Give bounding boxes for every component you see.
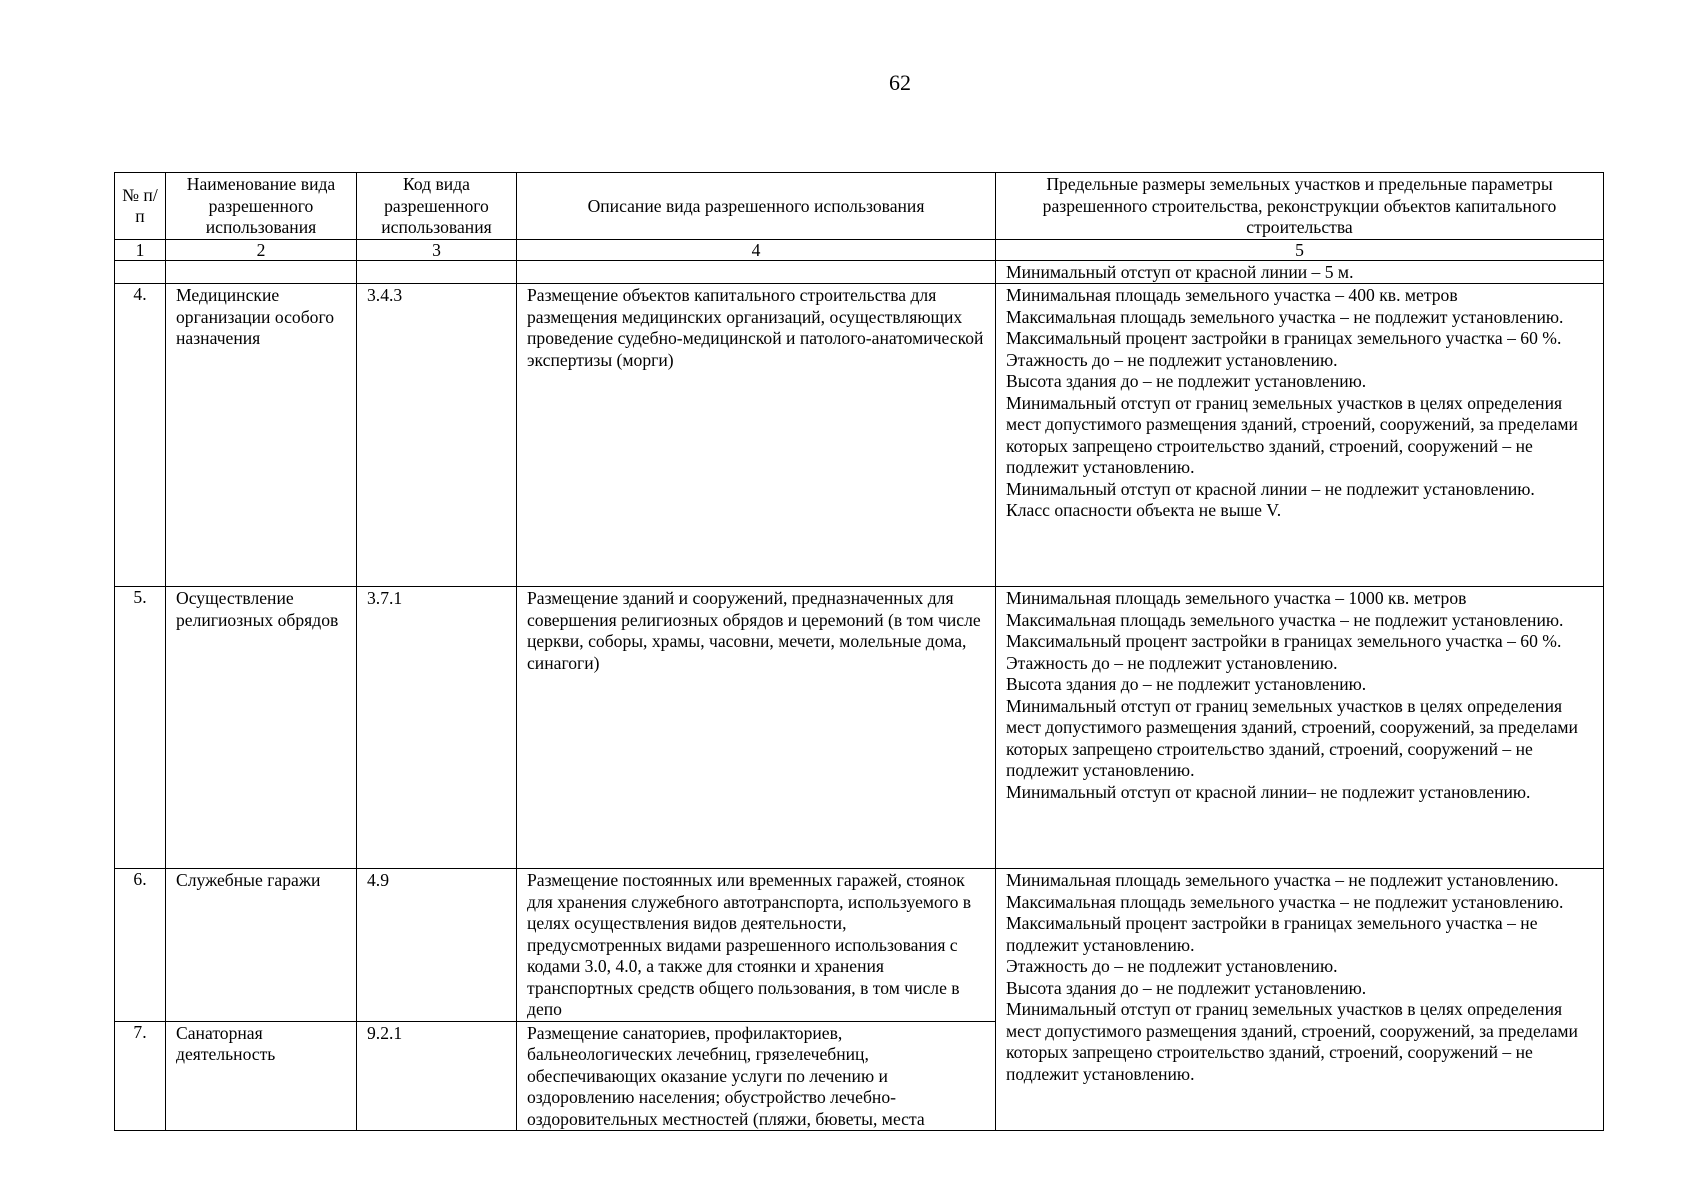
use-code: 9.2.1 bbox=[357, 1021, 517, 1131]
param-line: Минимальная площадь земельного участка – 1000 кв. метров bbox=[1006, 588, 1467, 608]
row-number: 7. bbox=[115, 1021, 166, 1131]
continuation-row bbox=[115, 260, 1604, 284]
param-line: Максимальная площадь земельного участка – не подлежит установлению. bbox=[1006, 609, 1564, 630]
param-line: Высота здания до – не подлежит установлению. bbox=[1006, 371, 1367, 391]
shared-params bbox=[996, 869, 1604, 1131]
use-description: Размещение постоянных или временных гаражей, стоянок для хранения служебного автотранспорта, используемого в целях осуществления видов деятельности, предусмотренных видами разрешенного использования с кодами 3.0, 4.0, а также для стоянки и хранения транспортных средств общего пользования, в том числе в депо bbox=[517, 869, 996, 1022]
table-row bbox=[115, 869, 1604, 1022]
param-line: Минимальный отступ от красной линии– не подлежит установлению. bbox=[1006, 781, 1531, 802]
use-code: 4.9 bbox=[357, 869, 517, 1022]
use-code: 3.7.1 bbox=[357, 587, 517, 869]
use-name: Санаторная деятельность bbox=[166, 1021, 357, 1131]
continuation-params: Минимальный отступ от красной линии – 5 м. bbox=[996, 260, 1604, 284]
table-row bbox=[115, 587, 1604, 869]
use-name: Служебные гаражи bbox=[166, 869, 357, 1022]
header-no: № п/п bbox=[115, 173, 166, 240]
use-name: Осуществление религиозных обрядов bbox=[166, 587, 357, 869]
param-line: Минимальная площадь земельного участка – не подлежит установлению. bbox=[1006, 870, 1559, 890]
use-description: Размещение санаториев, профилакториев, бальнеологических лечебниц, грязелечебниц, обеспечивающих оказание услуги по лечению и оздоровлению населения; обустройство лечебно-оздоровительных местностей (пляжи, бюветы, места bbox=[517, 1021, 996, 1131]
column-number: 1 bbox=[115, 239, 166, 260]
page-number: 62 bbox=[889, 70, 911, 95]
header-params: Предельные размеры земельных участков и предельные параметры разрешенного строительства, реконструкции объектов капитального строительства bbox=[996, 173, 1604, 240]
param-line: Максимальный процент застройки в границах земельного участка – 60 %. bbox=[1006, 631, 1562, 651]
param-line: Максимальная площадь земельного участка – не подлежит установлению. bbox=[1006, 891, 1564, 912]
use-name: Медицинские организации особого назначения bbox=[166, 284, 357, 587]
param-line: Минимальный отступ от границ земельных участков в целях определения мест допустимого размещения зданий, строений, сооружений, за пределами которых запрещено строительство зданий, строений, сооружений – не подлежит установлению. bbox=[1006, 999, 1578, 1084]
header-name: Наименование вида разрешенного использования bbox=[166, 173, 357, 240]
param-line: Высота здания до – не подлежит установлению. bbox=[1006, 977, 1367, 998]
column-number: 3 bbox=[357, 239, 517, 260]
land-use-table bbox=[114, 172, 1604, 1131]
param-line: Максимальный процент застройки в границах земельного участка – 60 %. bbox=[1006, 328, 1562, 348]
header-code: Код вида разрешенного использования bbox=[357, 173, 517, 240]
use-params bbox=[996, 587, 1604, 869]
use-description: Размещение зданий и сооружений, предназначенных для совершения религиозных обрядов и церемоний (в том числе церкви, соборы, храмы, часовни, мечети, молельные дома, синагоги) bbox=[517, 587, 996, 869]
param-line: Максимальный процент застройки в границах земельного участка – не подлежит установлению. bbox=[1006, 913, 1538, 955]
param-line: Этажность до – не подлежит установлению. bbox=[1006, 652, 1338, 673]
use-params bbox=[996, 284, 1604, 587]
header-row bbox=[115, 173, 1604, 240]
param-line: Максимальная площадь земельного участка – не подлежит установлению. bbox=[1006, 306, 1564, 327]
use-description: Размещение объектов капитального строительства для размещения медицинских организаций, осуществляющих проведение судебно-медицинской и патолого-анатомической экспертизы (морги) bbox=[517, 284, 996, 587]
param-line: Этажность до – не подлежит установлению. bbox=[1006, 349, 1338, 370]
column-number: 2 bbox=[166, 239, 357, 260]
column-number: 5 bbox=[996, 239, 1604, 260]
use-code: 3.4.3 bbox=[357, 284, 517, 587]
column-number: 4 bbox=[517, 239, 996, 260]
param-line: Минимальный отступ от границ земельных участков в целях определения мест допустимого размещения зданий, строений, сооружений, за пределами которых запрещено строительство зданий, строений, сооружений – не подлежит установлению. bbox=[1006, 392, 1578, 477]
param-line: Высота здания до – не подлежит установлению. bbox=[1006, 674, 1367, 694]
param-line: Этажность до – не подлежит установлению. bbox=[1006, 956, 1338, 976]
param-line: Минимальный отступ от красной линии – не подлежит установлению. bbox=[1006, 478, 1535, 499]
param-line: Минимальный отступ от границ земельных участков в целях определения мест допустимого размещения зданий, строений, сооружений, за пределами которых запрещено строительство зданий, строений, сооружений – не подлежит установлению. bbox=[1006, 695, 1578, 780]
row-number: 4. bbox=[115, 284, 166, 587]
header-description: Описание вида разрешенного использования bbox=[517, 173, 996, 240]
param-line: Класс опасности объекта не выше V. bbox=[1006, 500, 1282, 520]
table-row bbox=[115, 284, 1604, 587]
row-number: 6. bbox=[115, 869, 166, 1022]
param-line: Минимальная площадь земельного участка – 400 кв. метров bbox=[1006, 285, 1458, 305]
row-number: 5. bbox=[115, 587, 166, 869]
column-number-row bbox=[115, 239, 1604, 260]
